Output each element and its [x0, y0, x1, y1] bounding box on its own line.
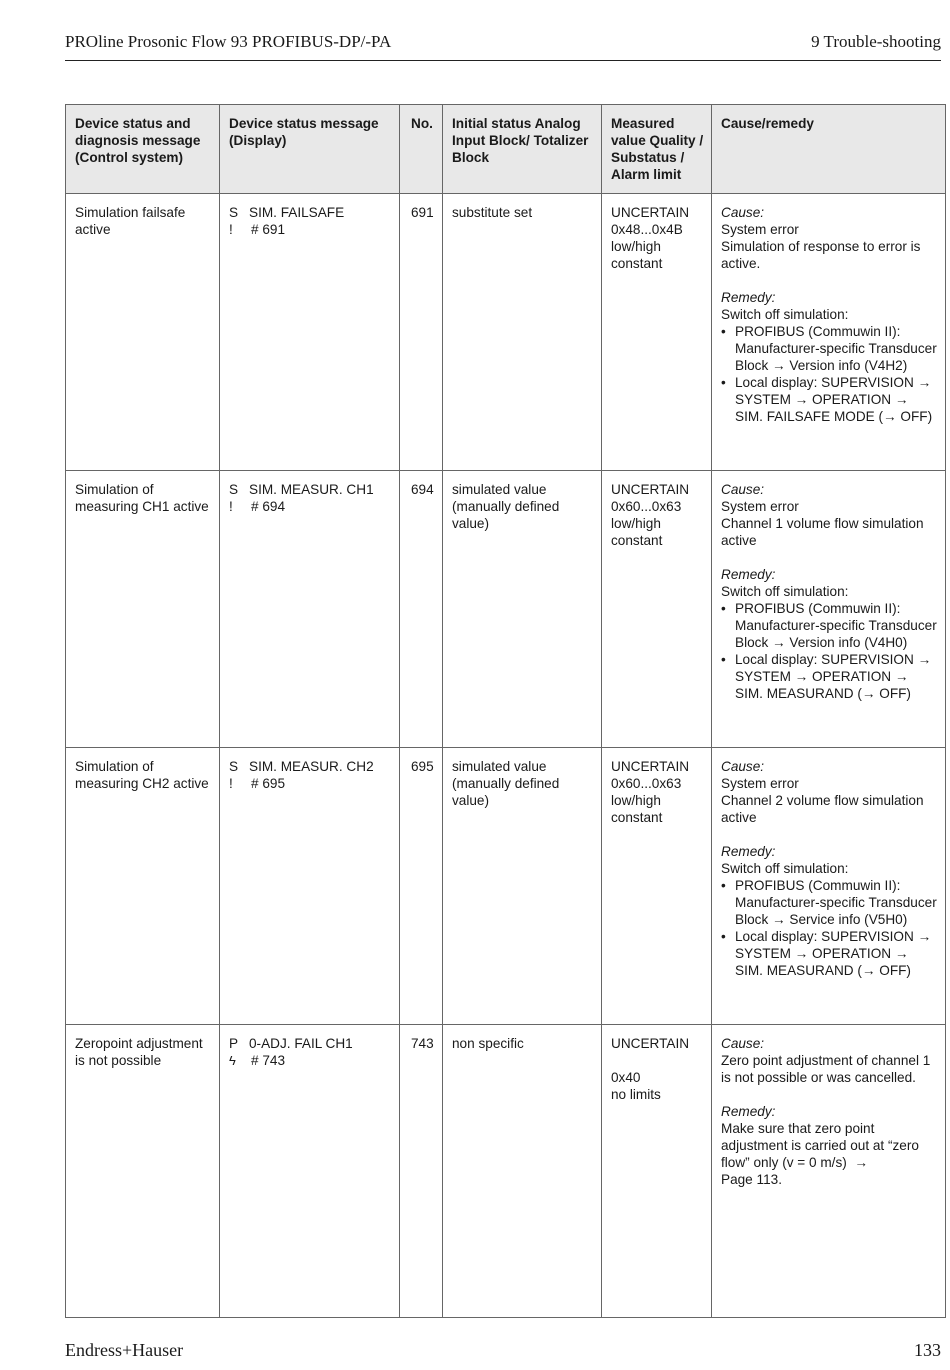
table-header-row: [66, 105, 946, 194]
quality-line: 0x40: [611, 1070, 641, 1085]
cause-text: System error: [721, 499, 799, 514]
display-message: SIM. FAILSAFE: [249, 205, 345, 220]
cause-text: System error: [721, 222, 799, 237]
cause-remedy-cell: [712, 194, 946, 471]
quality-line: UNCERTAIN: [611, 205, 690, 220]
diagnosis-cell: Simulation of measuring CH2 active: [66, 748, 220, 1025]
status-code: S: [229, 205, 239, 220]
diagnosis-cell: Simulation of measuring CH1 active: [66, 471, 220, 748]
quality-line: 0x60...0x63: [611, 776, 682, 791]
quality-line: low/high: [611, 793, 661, 808]
document-title: PROline Prosonic Flow 93 PROFIBUS-DP/-PA: [65, 32, 392, 51]
initial-status-cell: non specific: [443, 1025, 602, 1318]
quality-cell: [602, 471, 712, 748]
remedy-intro: Switch off simulation:: [721, 584, 849, 599]
status-code: S: [229, 759, 239, 774]
quality-cell: [602, 194, 712, 471]
cause-text: Zero point adjustment of channel 1 is not possible or was cancelled.: [721, 1053, 931, 1085]
remedy-text: Make sure that zero point adjustment is carried out at “zero flow” only (v = 0 m/s) →: [721, 1121, 919, 1170]
display-message: 0-ADJ. FAIL CH1: [249, 1036, 353, 1051]
number-cell: 695: [400, 748, 443, 1025]
display-message: SIM. MEASUR. CH1: [249, 482, 374, 497]
quality-cell: [602, 748, 712, 1025]
diagnosis-table: [65, 104, 946, 1318]
remedy-bullet: • Local display: SUPERVISION → SYSTEM → OPERATION → SIM. MEASURAND (→ OFF): [721, 928, 939, 979]
quality-line: constant: [611, 533, 663, 548]
diagnosis-cell: Zeropoint adjustment is not possible: [66, 1025, 220, 1318]
remedy-bullet: • Local display: SUPERVISION → SYSTEM → OPERATION → SIM. MEASURAND (→ OFF): [721, 651, 939, 702]
table-row: [66, 471, 946, 748]
remedy-label: Remedy:: [721, 567, 776, 582]
remedy-label: Remedy:: [721, 290, 776, 305]
remedy-label: Remedy:: [721, 844, 776, 859]
column-header: Device status and diagnosis message (Control system): [66, 105, 220, 194]
notice-icon: !: [229, 222, 233, 237]
number-cell: 743: [400, 1025, 443, 1318]
brand-logo: Endress+Hauser: [65, 1340, 184, 1360]
display-number: # 695: [251, 776, 286, 791]
display-number: # 743: [251, 1053, 286, 1068]
remedy-bullet: • Local display: SUPERVISION → SYSTEM → OPERATION → SIM. FAILSAFE MODE (→ OFF): [721, 374, 939, 425]
column-header: No.: [400, 105, 443, 194]
remedy-label: Remedy:: [721, 1104, 776, 1119]
status-code: S: [229, 482, 239, 497]
page-number: 133: [914, 1340, 941, 1360]
table-row: [66, 1025, 946, 1318]
cause-label: Cause:: [721, 1036, 765, 1051]
cause-label: Cause:: [721, 205, 765, 220]
cause-remedy-cell: [712, 471, 946, 748]
quality-line: 0x48...0x4B: [611, 222, 683, 237]
cause-label: Cause:: [721, 482, 765, 497]
display-cell: [220, 1025, 400, 1318]
initial-status-cell: substitute set: [443, 194, 602, 471]
initial-status-cell: simulated value (manually defined value): [443, 748, 602, 1025]
number-cell: 691: [400, 194, 443, 471]
display-number: # 691: [251, 222, 286, 237]
quality-line: low/high: [611, 239, 661, 254]
page-footer: [65, 1340, 941, 1364]
quality-line: UNCERTAIN: [611, 759, 690, 774]
quality-line: constant: [611, 810, 663, 825]
remedy-bullet: • PROFIBUS (Commuwin II): Manufacturer-specific Transducer Block → Version info (V4H0): [721, 600, 939, 651]
cause-label: Cause:: [721, 759, 765, 774]
cause-text: Simulation of response to error is active.: [721, 239, 921, 271]
number-cell: 694: [400, 471, 443, 748]
column-header: Device status message (Display): [220, 105, 400, 194]
table-row: [66, 748, 946, 1025]
initial-status-cell: simulated value (manually defined value): [443, 471, 602, 748]
notice-icon: !: [229, 499, 233, 514]
page-reference: Page 113.: [721, 1172, 782, 1187]
lightning-icon: ϟ: [229, 1053, 236, 1068]
display-cell: [220, 471, 400, 748]
quality-line: 0x60...0x63: [611, 499, 682, 514]
remedy-bullet: • PROFIBUS (Commuwin II): Manufacturer-specific Transducer Block → Service info (V5H0): [721, 877, 939, 928]
display-message: SIM. MEASUR. CH2: [249, 759, 374, 774]
cause-remedy-cell: [712, 1025, 946, 1318]
remedy-bullet: • PROFIBUS (Commuwin II): Manufacturer-specific Transducer Block → Version info (V4H2): [721, 323, 939, 374]
display-cell: [220, 194, 400, 471]
quality-cell: [602, 1025, 712, 1318]
column-header: Measured value Quality / Substatus / Alarm limit: [602, 105, 712, 194]
diagnosis-cell: Simulation failsafe active: [66, 194, 220, 471]
display-number: # 694: [251, 499, 286, 514]
remedy-intro: Switch off simulation:: [721, 307, 849, 322]
quality-line: low/high: [611, 516, 661, 531]
page-header: [65, 30, 941, 61]
quality-line: no limits: [611, 1087, 661, 1102]
column-header: Initial status Analog Input Block/ Totalizer Block: [443, 105, 602, 194]
quality-line: UNCERTAIN: [611, 482, 690, 497]
notice-icon: !: [229, 776, 233, 791]
cause-remedy-cell: [712, 748, 946, 1025]
remedy-intro: Switch off simulation:: [721, 861, 849, 876]
cause-text: Channel 1 volume flow simulation active: [721, 516, 924, 548]
cause-text: System error: [721, 776, 799, 791]
quality-line: constant: [611, 256, 663, 271]
cause-text: Channel 2 volume flow simulation active: [721, 793, 924, 825]
status-code: P: [229, 1036, 239, 1051]
display-cell: [220, 748, 400, 1025]
table-row: [66, 194, 946, 471]
chapter-title: 9 Trouble-shooting: [811, 32, 941, 51]
quality-line: UNCERTAIN: [611, 1036, 690, 1051]
column-header: Cause/remedy: [712, 105, 946, 194]
